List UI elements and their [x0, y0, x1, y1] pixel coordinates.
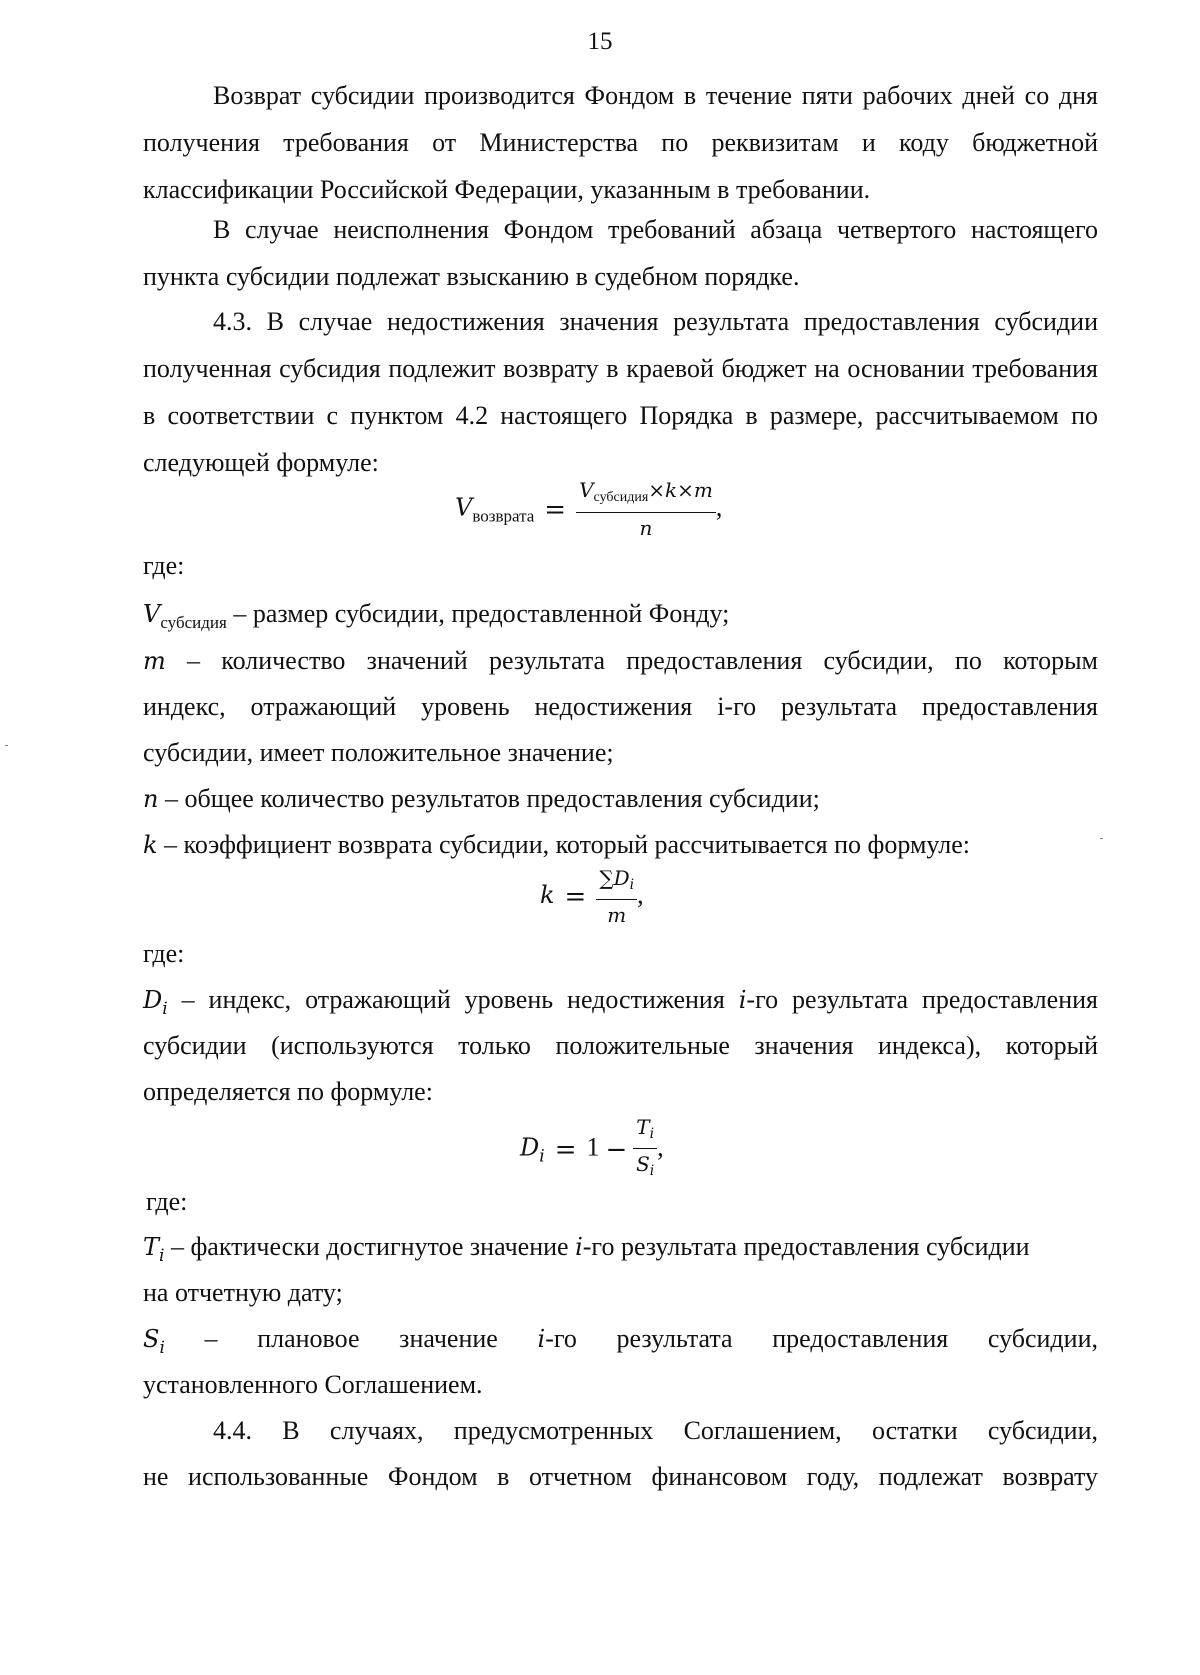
paragraph-4-3: 4.3. В случае недостижения значения результата предоставления субсидии полученная субсидия подлежит возврату в краевой бюджет на основании требования в соответствии с пунктом 4.2 настоящего Порядка в размере, рассчитываемом по следующей формуле:: [143, 307, 1098, 477]
paragraph-court-recovery: В случае неисполнения Фондом требований абзаца четвертого настоящего пункта субсидии подлежат взысканию в судебном порядке.: [143, 215, 1098, 291]
formula-subscript: возврата: [472, 506, 535, 526]
formula-fraction: [596, 866, 637, 928]
definition-k: k – коэффициент возврата субсидии, который рассчитывается по формуле:: [143, 830, 971, 859]
definition-n: n – общее количество результатов предоставления субсидии;: [143, 784, 820, 813]
definition-d-line2: субсидии (используются только положительные значения индекса), который: [143, 1031, 1098, 1060]
formula-fraction: [576, 478, 716, 541]
definition-s-line2: установленного Соглашением.: [143, 1370, 483, 1399]
formula-equals: =: [544, 494, 567, 525]
paragraph-refund-terms: Возврат субсидии производится Фондом в течение пяти рабочих дней со дня получения требования от Министерства по реквизитам и коду бюджетной классификации Российской Федерации, указанным в требовании.: [143, 81, 1098, 204]
formula-shortfall-index: $D_i = 1$ − $\frac{T_i}{S_i}$ ,: [520, 1115, 664, 1184]
fraction-numerator: $\sum D_i$: [596, 866, 637, 900]
where-label-3: где:: [146, 1187, 188, 1216]
formula-refund-volume: [455, 478, 722, 541]
definition-t-line2: на отчетную дату;: [143, 1278, 343, 1307]
paragraph-4-4-line1: 4.4. В случаях, предусмотренных Соглашением, остатки субсидии,: [213, 1416, 1098, 1445]
formula-fraction: [633, 1115, 657, 1184]
definition-m-line2: индекс, отражающий уровень недостижения i-го результата предоставления: [143, 692, 1098, 721]
fraction-denominator: $S_i$: [636, 1152, 655, 1179]
definition-m-line1: m – количество значений результата предоставления субсидии, по которым: [143, 646, 1098, 675]
fraction-denominator: m: [607, 903, 627, 927]
where-label-2: где:: [143, 939, 185, 968]
fraction-numerator: $V_{субсидия}\times k\times m$: [576, 478, 716, 513]
formula-var: V: [455, 493, 473, 522]
fraction-numerator: $T_i$: [633, 1115, 657, 1149]
definition-d-line3: определяется по формуле:: [143, 1077, 433, 1106]
formula-comma: ,: [715, 492, 723, 522]
definition-m-line3: субсидии, имеет положительное значение;: [143, 738, 614, 767]
definition-d-line1: $D_i$ – индекс, отражающий уровень недостижения i-го результата предоставления: [143, 985, 1098, 1019]
definition-v-subsidy: $V_{субсидия}$ – размер субсидии, предоставленной Фонду;: [143, 599, 730, 632]
scan-speck: [5, 745, 8, 746]
paragraph-4-4-line2: не использованные Фондом в отчетном финансовом году, подлежат возврату: [143, 1462, 1098, 1491]
formula-return-coefficient: k = $\frac{\sum D_i}{m}$ ,: [540, 866, 644, 927]
page-number: 15: [587, 28, 613, 55]
definition-t-line1: $T_i$ – фактически достигнутое значение i-го результата предоставления субсидии: [143, 1232, 1030, 1266]
fraction-denominator: n: [639, 516, 653, 540]
where-label-1: где:: [143, 551, 185, 580]
scan-speck: [1100, 838, 1103, 839]
definition-s-line1: $S_i$ – плановое значение i-го результата предоставления субсидии,: [143, 1324, 1098, 1358]
